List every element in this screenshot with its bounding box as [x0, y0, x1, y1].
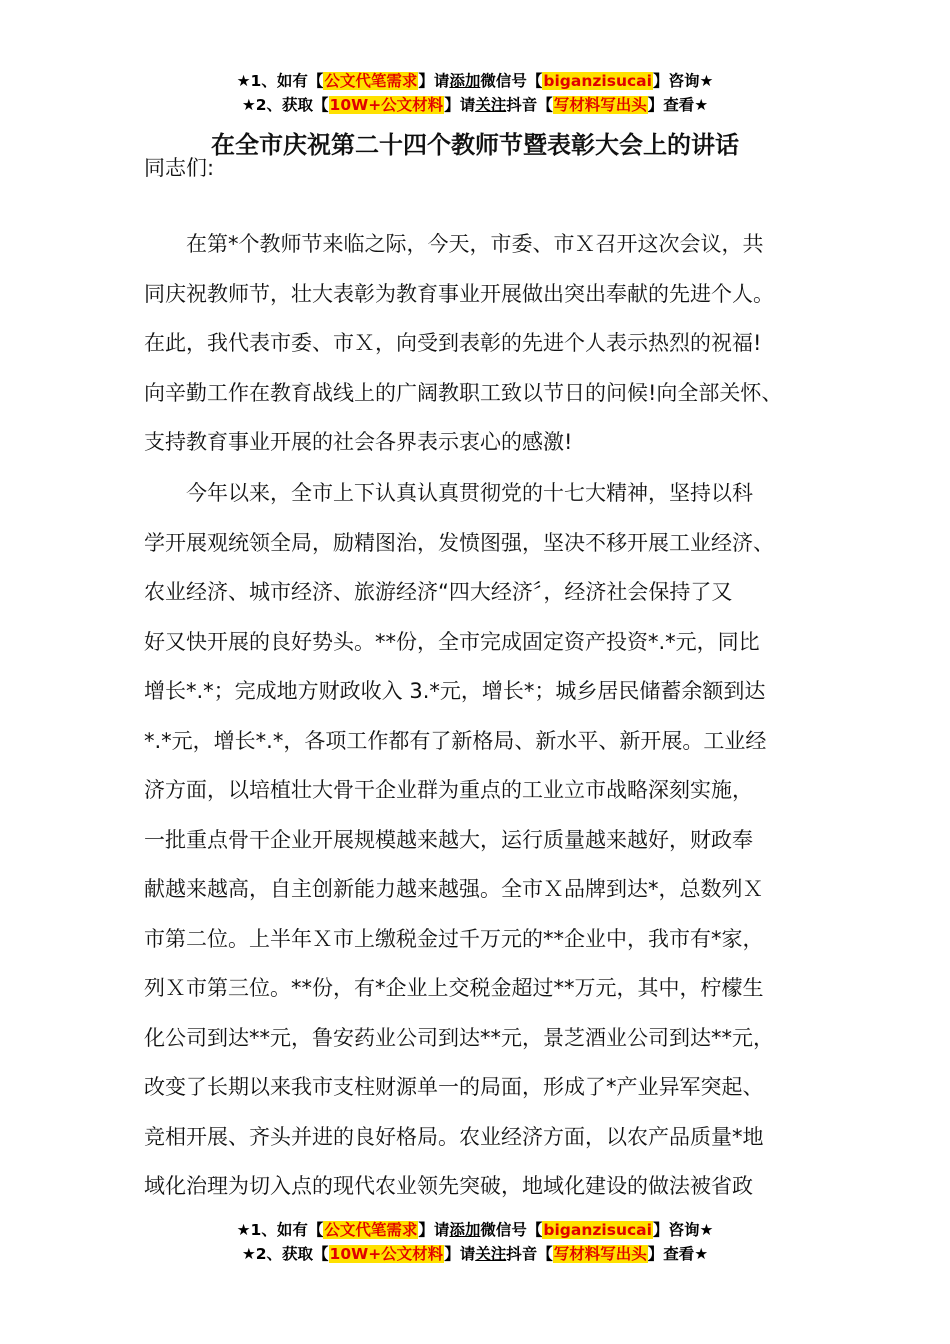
banner-wechat-id: biganzisucai: [543, 72, 652, 90]
text-line: 好又快开展的良好势头。**份，全市完成固定资产投资*.*元，同比: [144, 630, 760, 654]
banner-highlight: 公文代笔需求: [324, 1221, 418, 1239]
banner-highlight: 公文代笔需求: [324, 72, 418, 90]
text-line: 献越来越高，自主创新能力越来越强。全市Ｘ品牌到达*，总数列Ｘ: [144, 877, 764, 901]
text-line: 今年以来，全市上下认真认真贯彻党的十七大精神，坚持以科: [144, 481, 753, 505]
banner-highlight: 10W+公文材料: [329, 1245, 444, 1263]
footer-banner: [0, 1218, 950, 1266]
banner-text: 】请: [418, 1221, 450, 1239]
banner-text: 抖音【: [506, 96, 553, 114]
banner-text: 】查看★: [647, 1245, 709, 1263]
text-line: 域化治理为切入点的现代农业领先突破，地域化建设的做法被省政: [144, 1174, 753, 1198]
banner-douyin-id: 写材料写出头: [553, 96, 647, 114]
text-line: 学开展观统领全局，励精图治，发愤图强，坚决不移开展工业经济、: [144, 531, 774, 555]
text-line: 在此，我代表市委、市Ｘ，向受到表彰的先进个人表示热烈的祝福!: [144, 331, 762, 355]
text-line: 增长*.*；完成地方财政收入 3.*元，增长*；城乡居民储蓄余额到达: [144, 679, 766, 703]
banner-text: 抖音【: [506, 1245, 553, 1263]
text-line: *.*元，增长*.*，各项工作都有了新格局、新水平、新开展。工业经: [144, 729, 767, 753]
banner-text: ★1、如有【: [236, 1221, 324, 1239]
banner-emphasis: 添加: [449, 1221, 481, 1239]
header-banner: [0, 69, 950, 117]
text-line: 竞相开展、齐头并进的良好格局。农业经济方面，以农产品质量*地: [144, 1125, 764, 1149]
banner-text: ★1、如有【: [236, 72, 324, 90]
document-title: 在全市庆祝第二十四个教师节暨表彰大会上的讲话: [211, 131, 739, 159]
text-line: 在第*个教师节来临之际，今天，市委、市Ｘ召开这次会议，共: [144, 232, 764, 256]
banner-text: 】咨询★: [652, 72, 714, 90]
banner-emphasis: 关注: [475, 96, 507, 114]
banner-emphasis: 关注: [475, 1245, 507, 1263]
banner-text: 】请: [444, 96, 476, 114]
banner-text: 】查看★: [647, 96, 709, 114]
banner-highlight: 10W+公文材料: [329, 96, 444, 114]
text-line: 同志们:: [144, 156, 215, 180]
banner-line-1: [0, 69, 950, 93]
text-line: 市第二位。上半年Ｘ市上缴税金过千万元的**企业中，我市有*家，: [144, 927, 764, 951]
text-line: 农业经济、城市经济、旅游经济“四大经济〞，经济社会保持了又: [144, 580, 733, 604]
banner-line-1: [0, 1218, 950, 1242]
banner-text: 】咨询★: [652, 1221, 714, 1239]
banner-text: 微信号【: [480, 1221, 543, 1239]
banner-wechat-id: biganzisucai: [543, 1221, 652, 1239]
text-line: 同庆祝教师节，壮大表彰为教育事业开展做出突出奉献的先进个人。: [144, 282, 774, 306]
text-line: 支持教育事业开展的社会各界表示衷心的感激!: [144, 430, 573, 454]
banner-text: 微信号【: [480, 72, 543, 90]
banner-text: ★2、获取【: [241, 96, 329, 114]
text-line: 济方面，以培植壮大骨干企业群为重点的工业立市战略深刻实施，: [144, 778, 753, 802]
banner-line-2: [0, 1242, 950, 1266]
banner-text: 】请: [418, 72, 450, 90]
banner-douyin-id: 写材料写出头: [553, 1245, 647, 1263]
banner-text: 】请: [444, 1245, 476, 1263]
text-line: 一批重点骨干企业开展规模越来越大，运行质量越来越好，财政奉: [144, 828, 753, 852]
text-line: 化公司到达**元，鲁安药业公司到达**元，景芝酒业公司到达**元，: [144, 1026, 774, 1050]
text-line: 列Ｘ市第三位。**份，有*企业上交税金超过**万元，其中，柠檬生: [144, 976, 764, 1000]
banner-text: ★2、获取【: [241, 1245, 329, 1263]
banner-line-2: [0, 93, 950, 117]
text-line: 改变了长期以来我市支柱财源单一的局面，形成了*产业异军突起、: [144, 1075, 764, 1099]
text-line: 向辛勤工作在教育战线上的广阔教职工致以节日的问候!向全部关怀、: [144, 381, 783, 405]
banner-emphasis: 添加: [449, 72, 481, 90]
